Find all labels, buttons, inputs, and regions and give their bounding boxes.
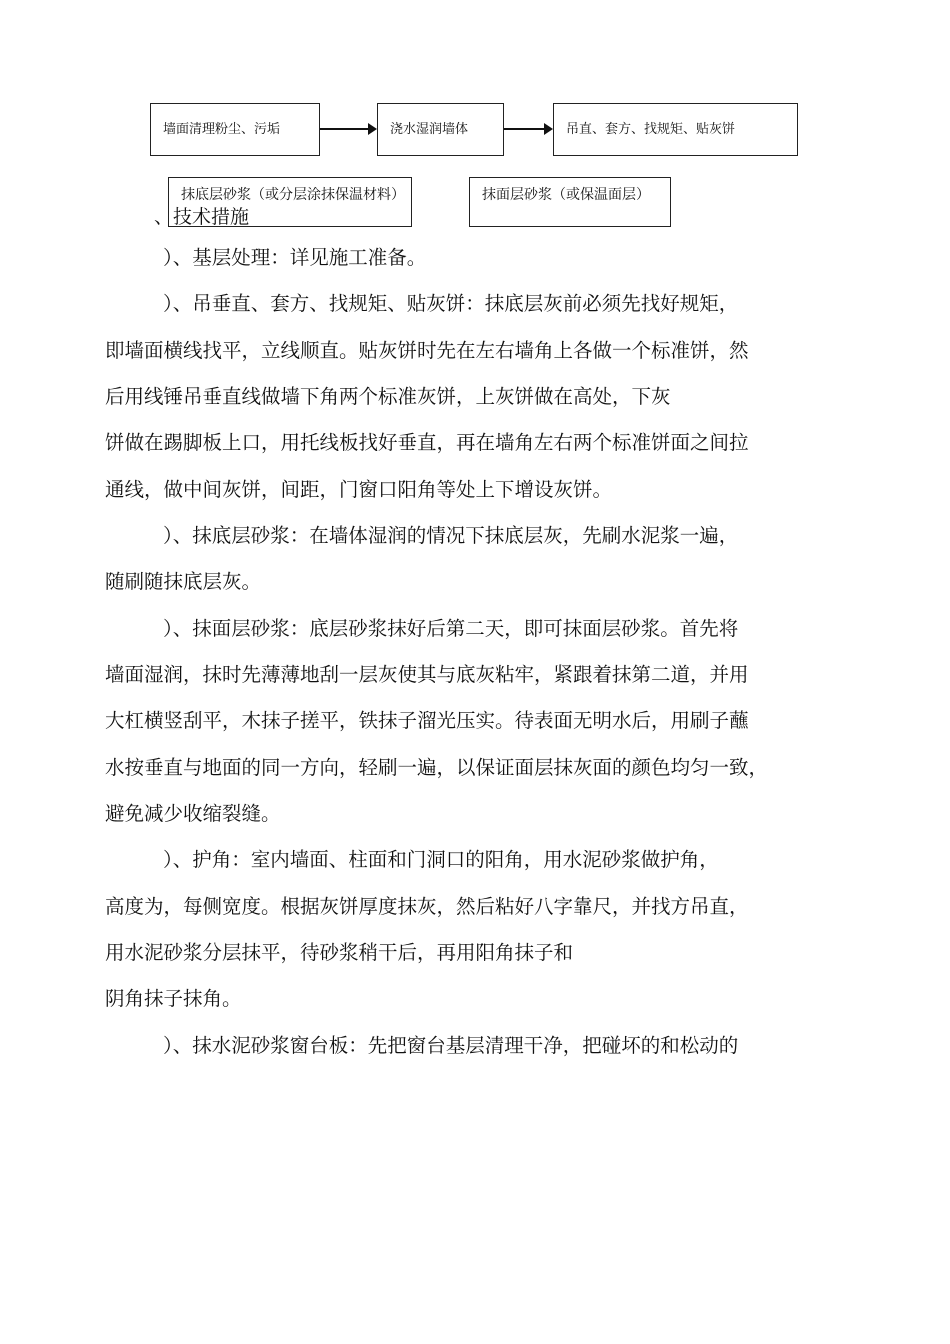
paragraph-line: 即墙面横线找平，立线顺直。贴灰饼时先在左右墙角上各做一个标准饼，然 xyxy=(105,339,749,362)
section-heading: 、技术措施 xyxy=(154,206,250,228)
flow-step-wet-wall: 浇水湿润墙体 xyxy=(377,103,504,156)
paragraph-line: 阴角抹子抹角。 xyxy=(105,987,242,1010)
paragraph-line: 用水泥砂浆分层抹平，待砂浆稍干后，再用阳角抹子和 xyxy=(105,941,574,964)
paragraph-line: 避免减少收缩裂缝。 xyxy=(105,802,281,825)
flow-step-plumb-square: 吊直、套方、找规矩、贴灰饼 xyxy=(553,103,798,156)
paragraph-line: 墙面湿润，抹时先薄薄地刮一层灰使其与底灰粘牢，紧跟着抹第二道，并用 xyxy=(105,663,749,686)
paragraph-line: ）、抹面层砂浆：底层砂浆抹好后第二天，即可抹面层砂浆。首先将 xyxy=(163,617,739,640)
paragraph-line: ）、护角：室内墙面、柱面和门洞口的阳角，用水泥砂浆做护角， xyxy=(163,848,719,871)
flow-arrow-1 xyxy=(320,128,375,130)
flow-step-base-mortar: 抹底层砂浆（或分层涂抹保温材料） xyxy=(168,177,412,227)
paragraph-line: 水按垂直与地面的同一方向，轻刷一遍，以保证面层抹灰面的颜色均匀一致， xyxy=(105,756,769,779)
paragraph-line: 通线，做中间灰饼，间距，门窗口阳角等处上下增设灰饼。 xyxy=(105,478,613,501)
paragraph-line: 饼做在踢脚板上口，用托线板找好垂直，再在墙角左右两个标准饼面之间拉 xyxy=(105,431,749,454)
paragraph-line: 随刷随抹底层灰。 xyxy=(105,570,262,593)
flow-step-clean-wall: 墙面清理粉尘、污垢 xyxy=(150,103,320,156)
paragraph-line: 后用线锤吊垂直线做墙下角两个标准灰饼，上灰饼做在高处，下灰 xyxy=(105,385,671,408)
paragraph-line: ）、基层处理：详见施工准备。 xyxy=(163,246,427,269)
paragraph-line: 大杠横竖刮平，木抹子搓平，铁抹子溜光压实。待表面无明水后，用刷子蘸 xyxy=(105,709,749,732)
paragraph-line: ）、抹底层砂浆：在墙体湿润的情况下抹底层灰，先刷水泥浆一遍， xyxy=(163,524,739,547)
flow-arrow-2 xyxy=(504,128,551,130)
paragraph-line: ）、吊垂直、套方、找规矩、贴灰饼：抹底层灰前必须先找好规矩， xyxy=(163,292,739,315)
paragraph-line: ）、抹水泥砂浆窗台板：先把窗台基层清理干净，把碰坏的和松动的 xyxy=(163,1034,739,1057)
paragraph-line: 高度为，每侧宽度。根据灰饼厚度抹灰，然后粘好八字靠尺，并找方吊直， xyxy=(105,895,749,918)
flow-step-surface-mortar: 抹面层砂浆（或保温面层） xyxy=(469,177,671,227)
